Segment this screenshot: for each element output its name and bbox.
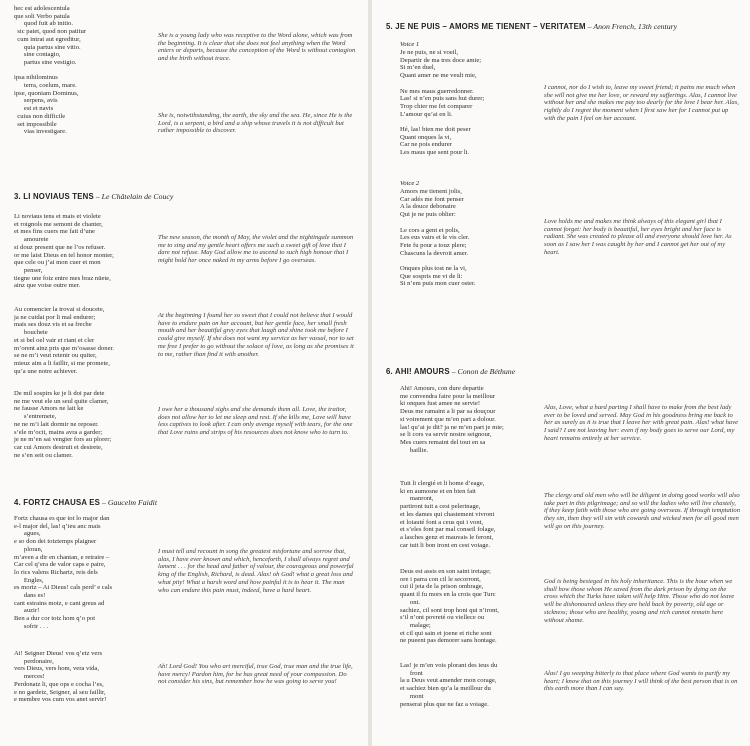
verse-line: amourete (14, 236, 49, 244)
verse-line (400, 257, 475, 265)
verse-line: ki en aumosne et en bien fait (400, 487, 476, 495)
section-author: Anon French, 13th century (593, 22, 678, 31)
verse-line: si douz present que ne l’os refuser. (14, 243, 106, 251)
verse-line: Mes cuers remaint del tout en sa (400, 438, 486, 446)
verse-line: Fortz chausa es que tot lo major dan (14, 515, 110, 522)
verse-translation-top-2: She is, notwithstanding, the earth, the sky and the sea. He, since He is the Lord, is a serpent, a bird and a ship whose travels it is not difficult but rather impossible to discover. (158, 112, 353, 135)
section-number: 4. (14, 498, 21, 507)
verse-line: Deus est assis en son saint iretage; (400, 568, 491, 575)
verse-line: e no gardetz, Seigner, al seu faillir, (14, 688, 106, 696)
verse-line: Ahi! Amours, con dure departie (400, 385, 484, 392)
verse-line: quia partus sine vitio. (14, 43, 81, 51)
verse-line: Perdonatz li, que ops e cocha l’es, (14, 680, 104, 688)
verse-line: ne s’en seit ou clamer. (14, 451, 73, 459)
verse-line: ainz que voise outre mer. (14, 282, 81, 290)
section-title: AHI! AMOURS (394, 367, 450, 376)
verse-line: front (400, 669, 423, 677)
verse-line: Las! je m’en vois plorant des ieus du (400, 662, 498, 669)
verse-original-4-1 (14, 515, 112, 631)
verse-line: Las! si n’en puis sans hui durer; (400, 95, 485, 103)
verse-line: Li noviaus tens et mais et violete (14, 213, 101, 220)
verse-translation-5-2: Love holds me and makes me think always of this elegant girl that I cannot forget: her body is beautiful, her eyes bright and her face is radiant. She was created to please all and everyone should love her. As soon as I saw her I was caught by her and I cannot get her out of my heart. (544, 218, 732, 256)
verse-line: las! qu’ai je dit? ja ne m’en part je mie; (400, 423, 504, 431)
verse-line: et mes fins cuers me fait d’une (14, 228, 95, 236)
verse-original-3-1 (14, 213, 114, 290)
section-number: 3. (14, 192, 21, 201)
verse-line: s’ele m’ocit, mains avra a garder; (14, 428, 103, 436)
verse-translation-3-3: I owe her a thousand sighs and she demands them all. Love, the traitor, does not allow her to let me sleep and rest. If she kills me, Love will have less captives to look after. I can only avenge myself with tears, for the one that Love ruins and strips of his resources does not know who to turn to. (158, 406, 353, 437)
verse-line: merces! (14, 673, 45, 681)
verse-line: tiegne une foiz entre mes braz nüete, (14, 274, 111, 282)
verse-line: Chascuns la devroit amer. (400, 249, 469, 257)
verse-line: set impossibile (14, 120, 57, 128)
verse-line: est et navis (14, 105, 54, 113)
verse-translation-3-1: The new season, the month of May, the violet and the nightingale summon me to sing and my gentle heart offers me such a sweet gift of love that I dare not refuse. May God allow me to ascend to such high honour that I might hold her once naked in my arms before I go overseas. (158, 234, 354, 265)
verse-line: Deus me ramaint a li par sa douçour (400, 408, 496, 416)
verse-line (400, 219, 475, 227)
verse-line: Car ne pois endurer (400, 141, 452, 149)
section-heading-6 (386, 367, 515, 376)
verse-line: hec est adolescentula (14, 5, 70, 12)
verse-line: se ne m’i veut retenir ou quiter, (14, 352, 97, 360)
verse-line: s’entremete, (14, 413, 57, 421)
verse-line: qu’a une notre achiever. (14, 367, 78, 375)
verse-line: sachiez, cil sont trop honi qui n’iront, (400, 606, 499, 614)
section-dash: – (585, 22, 594, 31)
verse-line: e so don dei totztemps plaigner (14, 538, 97, 546)
section-author: Gaucelm Faidit (107, 498, 158, 507)
verse-line: si voirement que m’en part a dolour. (400, 415, 496, 423)
verse-line: cuius non difficile (14, 112, 66, 120)
verse-original-5-1 (400, 49, 484, 157)
verse-line: e-l major del, las! q’ieu anc mais (14, 522, 101, 530)
voice-2-label: Voice 2 (400, 180, 420, 187)
verse-line: car cui Amors destruit et desirete, (14, 443, 103, 451)
verse-line: Ben a dur cor totz hom q’o pot (14, 615, 96, 623)
verse-line: Fete fu pour a touz plere; (400, 241, 467, 249)
section-title: JE NE PUIS – AMORS ME TIENENT – VERITATEM (395, 22, 586, 31)
verse-line: Les maus que sent pour li. (400, 149, 470, 157)
verse-line: Departir de ma tres doce amie; (400, 56, 482, 64)
verse-line: Les eus vairs et le vis cler. (400, 234, 470, 242)
verse-line: Amors me tienent jolis, (400, 188, 462, 195)
verse-line: Au comencier la trovai si doucete, (14, 306, 105, 313)
verse-line: Quant amer ne me veult mie, (400, 72, 477, 80)
verse-translation-6-4: Alas! I go weeping bitterly to that place where God wants to purify my heart; I know that on this journey I will think of the best person that is on this earth more than I can say. (544, 670, 738, 693)
verse-translation-6-2: The clergy and old men who will be diligent in doing good works will also take part in this pilgrimage; and so will the ladies who will live chastely, if they keep faith with those who are going overseas. If through temptation they sin, then they will sin with cowards and wicked men for all good men will go on this journey. (544, 492, 741, 530)
verse-line: ne pueent pas demorer sans hontage. (400, 637, 497, 645)
verse-original-3-3 (14, 390, 111, 459)
verse-line: sic patet, quod non patitur (14, 28, 86, 36)
verse-line: penserai plus que ne faz a voiage. (400, 700, 489, 708)
verse-line: ont. (400, 598, 420, 606)
verse-line: Tuit li clergié et li home d’eage, (400, 480, 485, 487)
verse-line: et les dames qui chastement vivront (400, 510, 495, 518)
verse-line: que cele ou j’ai mon cuer et mon (14, 259, 101, 267)
verse-line: Que sospris me vi de li: (400, 272, 463, 280)
verse-line: Hé, las! bien me doit peser (400, 126, 471, 134)
verse-line: agues, (14, 530, 41, 538)
verse-line: et loiauté font a ceus qui i vont, (400, 518, 484, 526)
verse-line: malage; (400, 621, 431, 629)
verse-line: vers Dieus, vers hom, vera vida, (14, 665, 99, 673)
section-title: FORTZ CHAUSA ES (23, 498, 101, 507)
verse-line: Qui je ne puis oblier: (400, 211, 456, 219)
verse-line: sofrir . . . (14, 622, 49, 630)
section-number: 6. (386, 367, 393, 376)
verse-line: je ne m’en sai vengier fors au plorer; (14, 436, 112, 444)
verse-line: quant il fu mors en la crois que Turc (400, 591, 496, 599)
verse-line: L’amour qu’ai en li. (400, 110, 453, 118)
verse-line: Ai! Seigner Dieus! vos q’etz vers (14, 650, 103, 657)
verse-line: ploran, (14, 545, 43, 553)
verse-line: cant estrains motz, e cant greus ad (14, 599, 105, 607)
verse-line: auzir! (14, 607, 40, 615)
verse-line: mieuz aim a li faillir, si me promete, (14, 359, 110, 367)
section-title: LI NOVIAUS TENS (23, 192, 94, 201)
section-dash: – (100, 498, 108, 507)
verse-translation-6-1: Alas, Love, what a hard parting I shall have to make from the best lady ever to be loved and served. May God in his goodness bring me back to her as surely as it is true that I leave her with great pain. Alas! what have I said? I am not leaving her: even if my body goes to serve our Lord, my heart remains entirely at her service. (544, 404, 739, 442)
verse-line: mont (400, 692, 424, 700)
verse-line: ja ne cuidai por li mal endurer; (14, 313, 96, 321)
verse-line: et si bel oel vair et riant et cler (14, 336, 95, 344)
verse-line: ki onques fust amee ne servie! (400, 400, 481, 408)
verse-original-6-4 (400, 662, 497, 708)
verse-line: m’aven a dir en chantan, e retraire – (14, 553, 110, 561)
verse-original-4-2 (14, 650, 106, 704)
verse-line: et sachiez bien qu’a la meillour du (400, 685, 491, 693)
verse-translation-5-1: I cannot, nor do I wish to, leave my sweet friend; it pains me much when she will not give me her love, or reward my sufferings. Alas, I cannot live without her and she makes me pay too dearly for the love I bear her. Alas, rightly do I regret the moment when I first saw her for I cannot put up with the pain I feel on her account. (544, 84, 739, 122)
verse-line: Engles, (14, 576, 44, 584)
verse-line: ore i parra con cil le secorront, (400, 575, 481, 583)
voice-1-label: Voice 1 (400, 41, 420, 48)
verse-line: lo rics valens Richartz, reis dels (14, 568, 98, 576)
verse-line: quod fuit ab initio. (14, 20, 73, 28)
verse-line (400, 80, 484, 88)
verse-line: serpens, avis (14, 97, 58, 105)
section-heading-5 (386, 22, 677, 31)
verse-translation-4-2: Ah! Lord God! You who art merciful, true God, true man and the true life, have mercy! Pardon him, for he has great need of your compassion. Do not consider his sins, but remember how he was going to serve you! (158, 663, 353, 686)
verse-translation-6-3: God is being besieged in his holy inheritance. This is the hour when we shall how those whom He saved from the dark prison by dying on the cross which the Turks have taken will help Him. Those who do not leave will be dishonoured unless they are held back by poverty, old age or sickness; those who are healthy, young and rich cannot remain here without shame. (544, 578, 735, 624)
verse-line: Onques plus tost ne la vi, (400, 265, 467, 273)
verse-line: ne ne m’i lait dormir ne reposer. (14, 420, 99, 428)
verse-line: baillie. (400, 446, 429, 454)
verse-line: cui il jeta de la prison ombrage, (400, 583, 484, 591)
verse-line: s’il n’ont povreté ou viellece ou (400, 614, 485, 622)
verse-line: que soli Verbo patula (14, 12, 70, 20)
verse-original-6-3 (400, 568, 499, 645)
verse-line: es mortz – Ai Dieus! cals perd’ e cals (14, 584, 113, 592)
section-author: Le Châtelain de Coucy (101, 192, 174, 201)
verse-line: e membre vos cum vos anet servir! (14, 696, 107, 704)
verse-translation-top-1: She is a young lady who was receptive to the Word alone, which was from the beginning. It is clear that she does not feel anything when the Word enters or departs, because the conception of the Word is without contagion and the birth without trace. (158, 32, 356, 63)
verse-translation-3-2: At the beginning I found her so sweet that I could not believe that I would have to endure pain on her account, but her gentle face, her small fresh mouth and her beautiful grey eyes that laugh and shine took me before I could give myself. If she does not want my service as her vassal, nor to set me free I prefer to go without the solace of love, as long as she promises it to me, rather than find it with another. (158, 312, 354, 358)
verse-line: ne fausse Amors ne lait ke (14, 405, 84, 413)
verse-line: Trop chier me fet comparer (400, 102, 473, 110)
verse-line: Car adés me font penser (400, 195, 464, 203)
verse-line: partiront tuit a cest pelerinage, (400, 503, 481, 511)
verse-line: et roignols me semont de chanter, (14, 220, 103, 228)
verse-original-6-2 (400, 480, 495, 549)
verse-original-3-2 (14, 306, 114, 375)
verse-line: Car cel q’era de valor caps e paire, (14, 561, 106, 569)
verse-line: partus sine vestigio. (14, 58, 77, 66)
verse-line: mais ses douz vis et sa freche (14, 321, 92, 329)
verse-line: Si n’em puis mon cuer oster. (400, 280, 476, 288)
verse-line: la u Deus veut amender mon corage, (400, 677, 497, 685)
verse-line: ipsa nihilominus (14, 74, 58, 82)
verse-original-5-2 (400, 188, 475, 288)
section-heading-3 (14, 192, 173, 201)
verse-line: manront, (400, 495, 434, 503)
verse-line: et cil qui sain et joene et riche sont (400, 629, 492, 637)
verse-line: se li cors va servir nostre seignour, (400, 431, 492, 439)
verse-line: A la douce debonaire (400, 203, 456, 211)
verse-line: et s’eles font par mal conseil folage, (400, 526, 496, 534)
verse-original-6-1 (400, 385, 504, 454)
verse-line (14, 67, 86, 75)
verse-line: Si m’en duel, (400, 64, 436, 72)
verse-line: Quant onques la vi, (400, 133, 452, 141)
verse-translation-4-1: I must tell and recount in song the greatest misfortune and sorrow that, alas, I have ever known and which, henceforth, I shall always regret and lament . . . for the head and father of valour, the courageous and powerful king of the English, Richard, is dead. Alas! oh God! what a great loss and what pity! What a harsh word and how painful it is to hear it. The man who can endure this pain must, indeed, have a hard heart. (158, 548, 354, 594)
section-number: 5. (386, 22, 393, 31)
verse-original-top (14, 5, 86, 136)
verse-line: terra, coelum, mare. (14, 82, 77, 90)
verse-line: Le cors a gent et polis, (400, 226, 460, 234)
section-author: Conon de Béthune (457, 367, 516, 376)
verse-line: m’orent ainz pris que m’osasse doner. (14, 344, 114, 352)
verse-line: me convendra faire pour la meillour (400, 392, 496, 400)
section-dash: – (93, 192, 102, 201)
verse-line: vias investigare. (14, 128, 67, 136)
verse-line: bouchete (14, 329, 48, 337)
verse-line: dans es! (14, 592, 46, 600)
verse-line: or me laist Dieus en tel honor monter, (14, 251, 114, 259)
verse-line: perdonaire, (14, 657, 54, 665)
verse-line: Ne mes maus guerredonner. (400, 87, 474, 95)
section-dash: – (449, 367, 458, 376)
verse-line: cum intrat aut egreditur, (14, 35, 81, 43)
verse-line: sine contagio, (14, 51, 61, 59)
verse-line: De mil sospirs ke je li doi par dete (14, 390, 105, 397)
section-heading-4 (14, 498, 157, 507)
verse-line: Je ne puis, ne si voeil, (400, 49, 459, 56)
verse-line: ipse, quoniam Dominus, (14, 89, 79, 97)
verse-line: penser, (14, 266, 43, 274)
verse-line: car tuit li bon iront en cest voiage. (400, 541, 491, 549)
verse-line: a lasches genz et mauvais le feront, (400, 533, 494, 541)
verse-line: ne me veut ele un seul quite clamer, (14, 397, 109, 405)
verse-line (400, 118, 484, 126)
